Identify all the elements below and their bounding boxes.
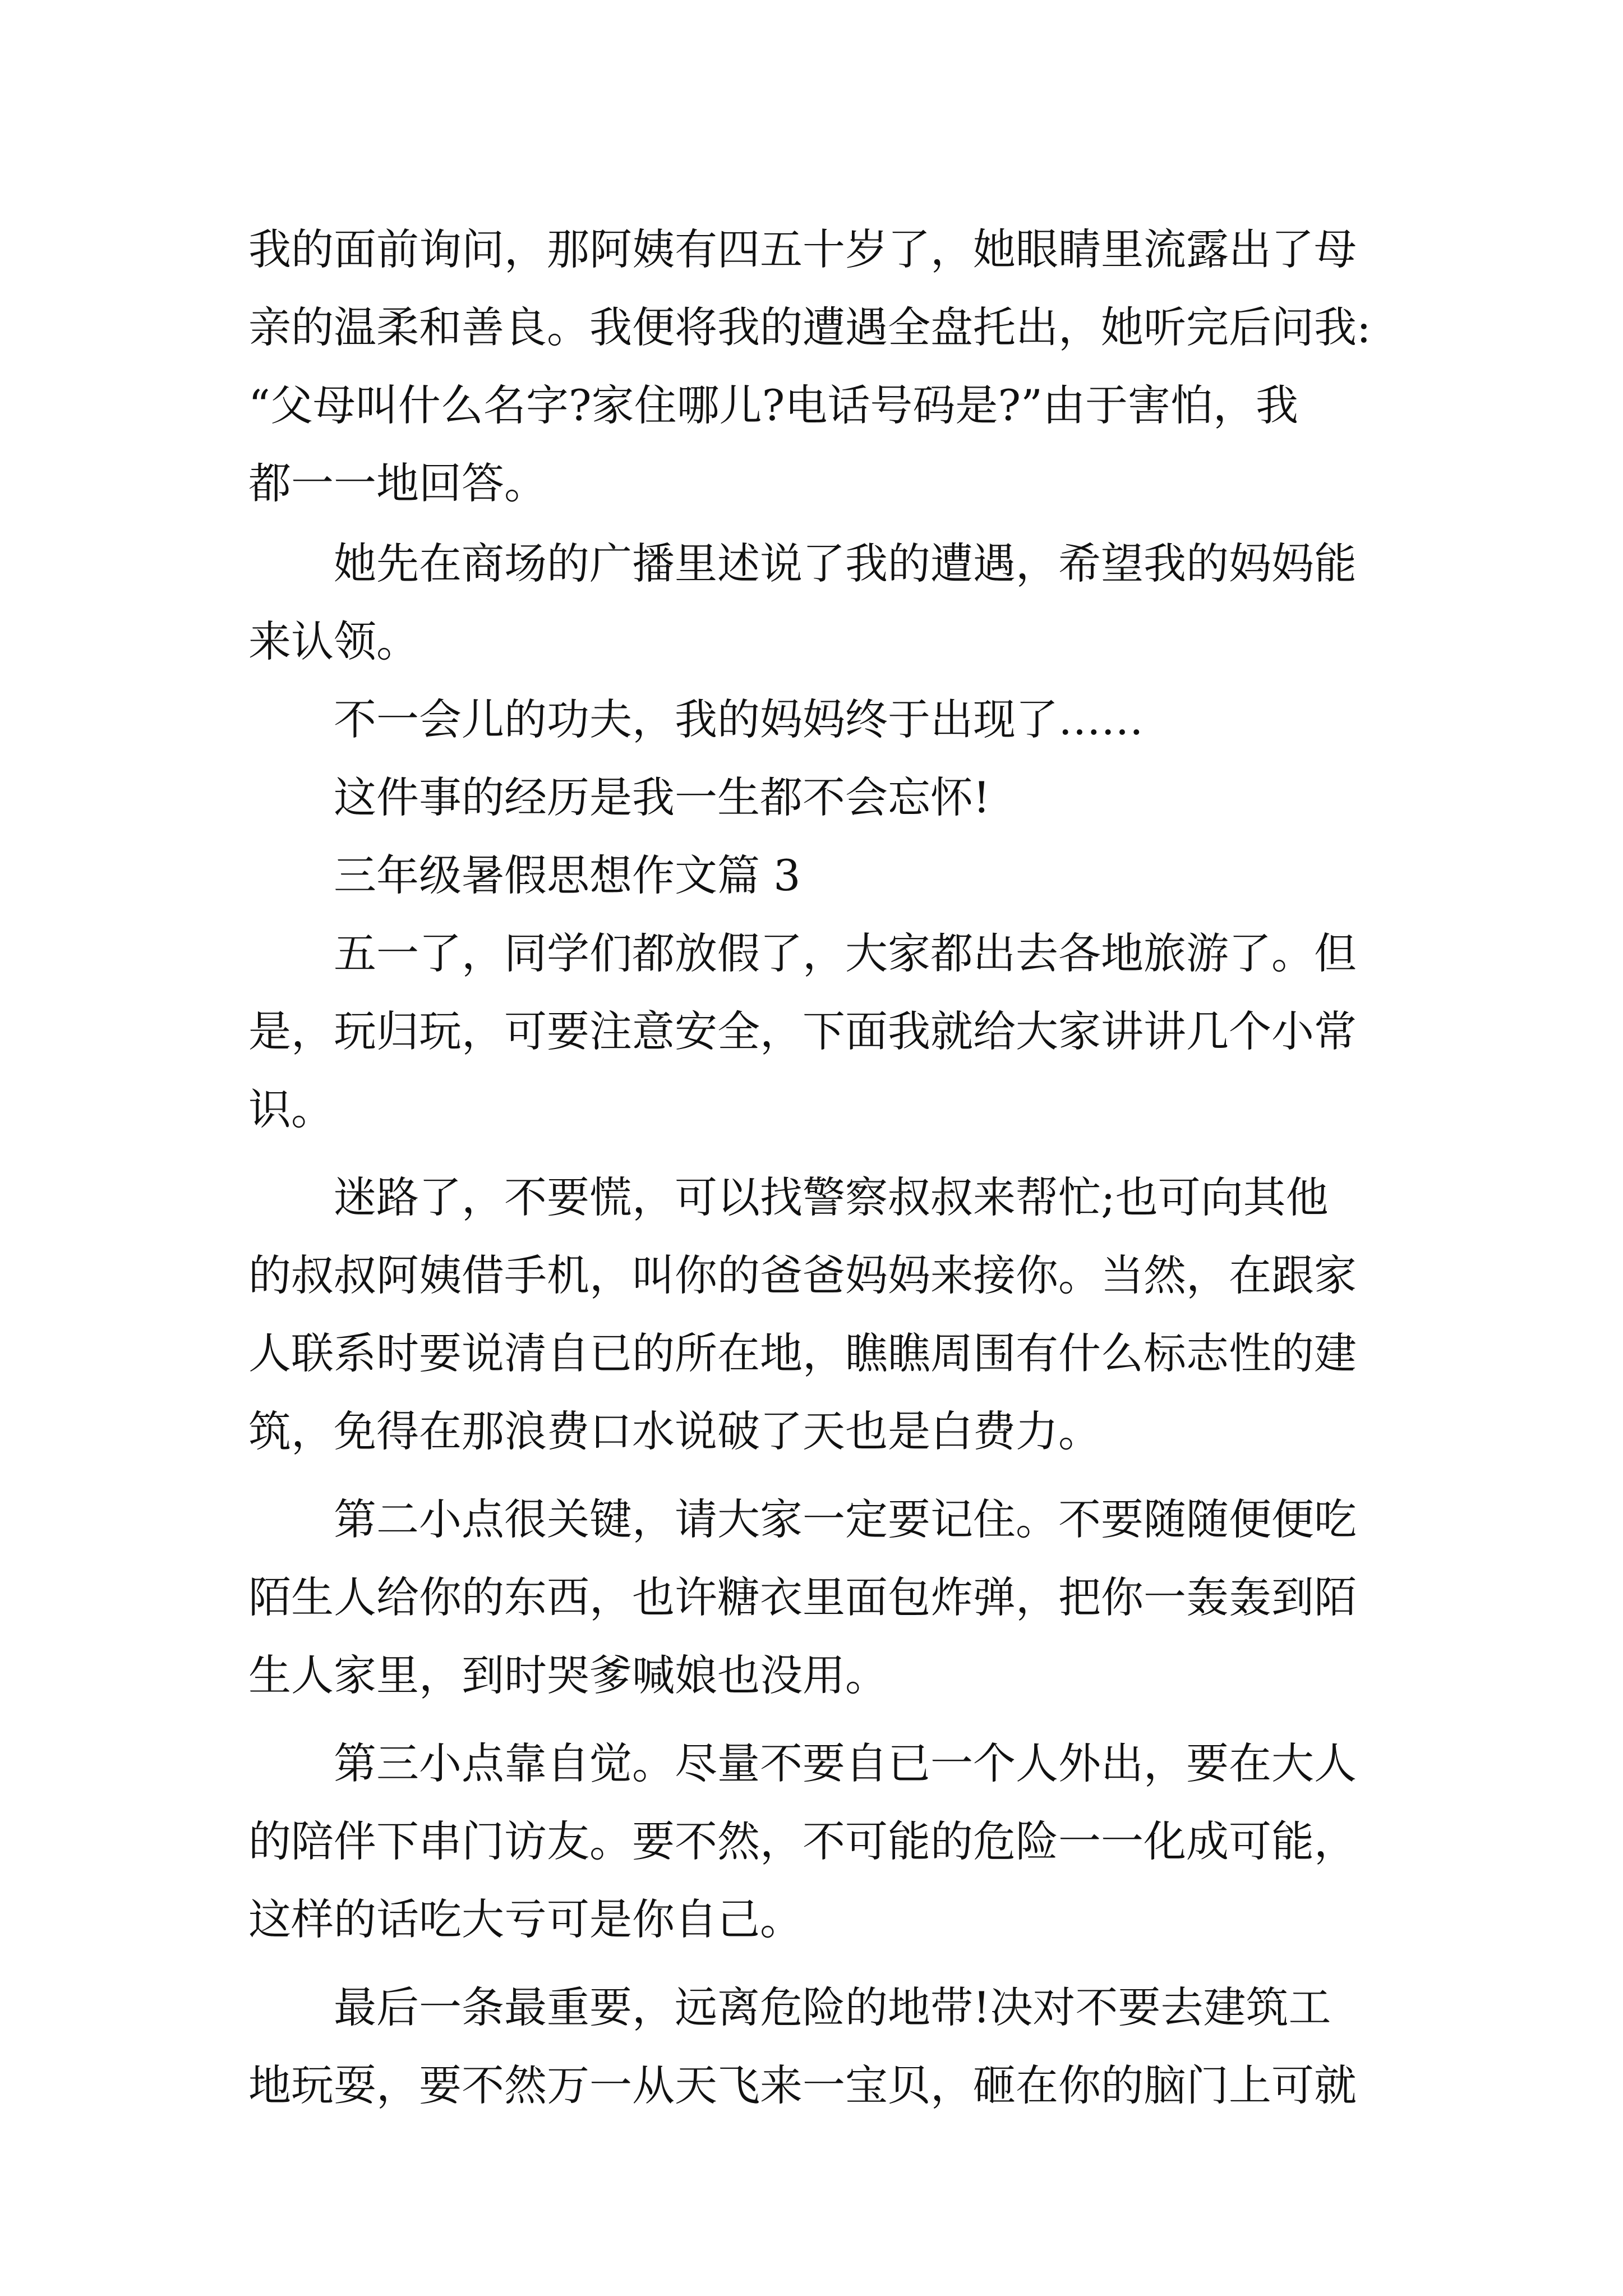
heading-line: 三年级暑假思想作文篇 3: [334, 850, 801, 900]
text-line: 是，玩归玩，可要注意安全，下面我就给大家讲讲几个小常: [248, 1006, 1357, 1056]
text-line: 筑，免得在那浪费口水说破了天也是白费力。: [248, 1406, 1101, 1456]
text-line: 五一了，同学们都放假了，大家都出去各地旅游了。但: [334, 928, 1357, 978]
text-line: 亲的温柔和善良。我便将我的遭遇全盘托出，她听完后问我:: [248, 302, 1371, 352]
text-line: 第二小点很关键，请大家一定要记住。不要随随便便吃: [334, 1494, 1357, 1544]
text-line: 她先在商场的广播里述说了我的遭遇，希望我的妈妈能: [334, 539, 1357, 588]
text-line: 我的面前询问，那阿姨有四五十岁了，她眼睛里流露出了母: [248, 224, 1357, 274]
text-line: 这件事的经历是我一生都不会忘怀!: [334, 772, 990, 822]
text-line: 最后一条最重要，远离危险的地带!决对不要去建筑工: [334, 1982, 1331, 2032]
paragraph: [248, 524, 1381, 680]
section-heading: [248, 836, 1381, 914]
paragraph: [248, 914, 1381, 1148]
text-line: 迷路了，不要慌，可以找警察叔叔来帮忙;也可向其他: [334, 1172, 1329, 1222]
paragraph: [248, 758, 1381, 836]
text-line: 识。: [248, 1084, 334, 1134]
text-line: 第三小点靠自觉。尽量不要自已一个人外出，要在大人: [334, 1738, 1357, 1788]
text-line: 人联系时要说清自已的所在地，瞧瞧周围有什么标志性的建: [248, 1328, 1357, 1378]
paragraph: [248, 210, 1381, 522]
text-line: 都一一地回答。: [248, 458, 547, 508]
text-line: 陌生人给你的东西，也许糖衣里面包炸弹，把你一轰轰到陌: [248, 1572, 1357, 1622]
text-line: 这样的话吃大亏可是你自己。: [248, 1894, 803, 1944]
text-line: “父母叫什么名字?家住哪儿?电话号码是?”由于害怕，我: [248, 380, 1298, 430]
paragraph: [248, 1968, 1381, 2124]
text-line: 来认领。: [248, 616, 419, 666]
paragraph: [248, 680, 1381, 758]
text-line: 地玩耍，要不然万一从天飞来一宝贝，砸在你的脑门上可就: [248, 2060, 1357, 2110]
text-line: 的陪伴下串门访友。要不然，不可能的危险一一化成可能，: [248, 1816, 1357, 1866]
document-body: [248, 210, 1381, 2124]
text-line: 不一会儿的功夫，我的妈妈终于出现了……: [334, 694, 1144, 744]
text-line: 的叔叔阿姨借手机，叫你的爸爸妈妈来接你。当然，在跟家: [248, 1250, 1357, 1300]
paragraph: [248, 1158, 1381, 1470]
paragraph: [248, 1480, 1381, 1714]
paragraph: [248, 1724, 1381, 1958]
text-line: 生人家里，到时哭爹喊娘也没用。: [248, 1650, 888, 1700]
